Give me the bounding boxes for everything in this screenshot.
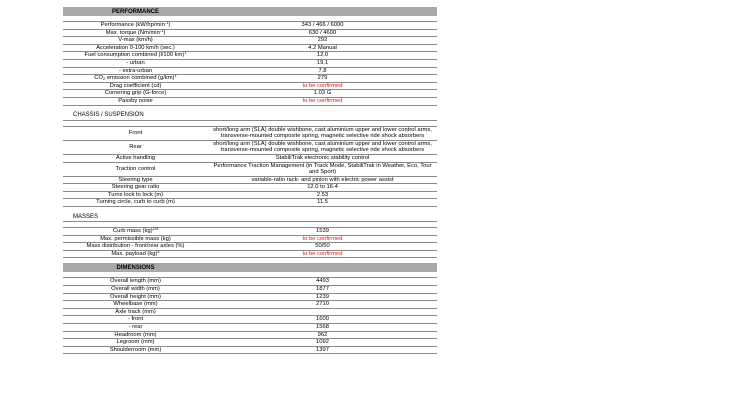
spec-value: 1397 xyxy=(316,346,329,353)
spec-value: 19.1 xyxy=(316,59,329,66)
spec-label: Active handling xyxy=(115,154,156,161)
spec-label: Wheelbase (mm) xyxy=(113,301,158,308)
spec-row xyxy=(63,52,437,60)
spec-label: V-max (km/h) xyxy=(118,37,153,44)
spec-label: Shoulderroom (mm) xyxy=(109,346,162,353)
spec-value: 1539 xyxy=(316,228,329,235)
spec-label: Overall width (mm) xyxy=(111,286,160,293)
spec-value: 343 / 466 / 6000 xyxy=(301,22,344,28)
spec-row xyxy=(63,75,437,83)
spec-value: 962 xyxy=(317,331,328,338)
spec-label: Mass distribution - front/rear axles (%) xyxy=(86,243,185,250)
spec-label: Steering gear ratio xyxy=(111,184,160,191)
spec-value: 11.5 xyxy=(317,199,328,206)
spec-value: to be confirmed xyxy=(302,82,343,89)
spec-row xyxy=(63,227,437,236)
performance-table xyxy=(63,21,437,106)
dimensions-header xyxy=(63,263,437,272)
spec-row xyxy=(63,192,437,200)
section-title: MASSES xyxy=(73,213,99,220)
section-title: PERFORMANCE xyxy=(111,8,159,15)
section-title: DIMENSIONS xyxy=(116,264,155,271)
spec-row xyxy=(63,21,437,30)
spec-row xyxy=(63,83,437,91)
spec-label: Overall height (mm) xyxy=(110,293,161,300)
spec-row xyxy=(63,316,437,324)
spec-label: Traction control xyxy=(115,165,156,172)
masses-header xyxy=(63,212,437,222)
spec-label: Legroom (mm) xyxy=(116,339,155,346)
spec-value: short/long arm (SLA) double wishbone, cast aluminium upper and lower control arms, transverse-mounted composite spring, magnetic selective ride shock absorbers xyxy=(213,140,432,154)
dimensions-table xyxy=(63,277,437,354)
spec-label: Overall length (mm) xyxy=(110,278,161,285)
spec-row xyxy=(63,324,437,332)
spec-value: short/long arm (SLA) double wishbone, cast aluminium upper and lower control arms, transverse-mounted composite spring, magnetic selective ride shock absorbers xyxy=(213,126,432,140)
spec-value: variable-ratio rack- and pinion with electric power assist xyxy=(251,176,394,183)
spec-label: Max. payload (kg)$^4$ xyxy=(111,248,160,257)
masses-table xyxy=(63,227,437,258)
spec-row xyxy=(63,294,437,302)
spec-row xyxy=(63,27,437,38)
spec-value: 630 / 4600 xyxy=(308,29,337,36)
spec-label: - front xyxy=(127,316,144,323)
spec-row xyxy=(63,332,437,340)
spec-label: - rear xyxy=(128,324,143,330)
performance-header xyxy=(63,7,437,16)
spec-sheet xyxy=(63,7,437,354)
spec-value: 2.53 xyxy=(316,191,329,198)
spec-value: StabiliTrak electronic stability control xyxy=(275,154,370,161)
spec-row xyxy=(63,37,437,45)
spec-row xyxy=(63,248,437,259)
spec-value: 1.03 G xyxy=(313,90,332,97)
spec-row xyxy=(63,236,437,244)
spec-row xyxy=(63,309,437,317)
spec-label: Drag coefficient (cd) xyxy=(109,82,162,89)
spec-row xyxy=(63,347,437,355)
spec-row xyxy=(63,163,437,177)
spec-value: 1600 xyxy=(316,316,329,323)
spec-row xyxy=(63,60,437,68)
spec-label: Fuel consumption combined (l/100 km)$^1$ xyxy=(84,50,187,59)
spec-row xyxy=(63,199,437,207)
spec-label: Axle track (mm) xyxy=(115,308,156,315)
section-title: CHASSIS / SUSPENSION xyxy=(73,112,144,119)
chassis-header xyxy=(63,111,437,121)
spec-value: to be confirmed xyxy=(302,235,343,242)
spec-row xyxy=(63,155,437,163)
spec-label: Passby noise xyxy=(118,97,153,104)
spec-row xyxy=(63,184,437,192)
spec-row xyxy=(63,90,437,98)
spec-row xyxy=(63,177,437,185)
spec-value: 7.8 xyxy=(318,67,327,74)
spec-value: 12.0 xyxy=(316,52,329,59)
spec-label: Headroom (mm) xyxy=(114,331,157,338)
spec-label: Turns lock to lock (m) xyxy=(107,191,164,198)
spec-label: - urban xyxy=(126,59,145,66)
spec-row xyxy=(63,243,437,251)
spec-row xyxy=(63,141,437,155)
spec-row xyxy=(63,98,437,106)
spec-label: Front xyxy=(128,129,143,136)
spec-row xyxy=(63,286,437,294)
spec-value: 1239 xyxy=(316,293,329,300)
spec-value: 12.0 to 16.4 xyxy=(307,184,338,191)
spec-value: 279 xyxy=(317,75,328,82)
spec-value: 1092 xyxy=(316,339,329,346)
spec-label: Rear xyxy=(129,144,142,151)
spec-value: 50/50 xyxy=(315,243,330,250)
spec-label: Curb mass (kg)$^{2/3}$ xyxy=(112,226,159,235)
spec-value: to be confirmed xyxy=(302,97,343,104)
spec-value: 292 xyxy=(317,37,328,44)
spec-value: 1568 xyxy=(316,324,329,330)
spec-label: Turning circle, curb to curb (m) xyxy=(96,199,175,206)
spec-label: - extra-urban xyxy=(118,67,153,74)
spec-label: Performance $(kW/hp/\min^{-1})$ xyxy=(100,20,171,28)
spec-row xyxy=(63,301,437,309)
spec-row xyxy=(63,277,437,286)
spec-value: 1877 xyxy=(316,286,329,293)
spec-value: Performance Traction Management (in Track Mode, StabiliTrak in Weather, Eco, Tour and Sport) xyxy=(213,162,432,176)
spec-label: Steering type xyxy=(118,176,153,183)
spec-row xyxy=(63,339,437,347)
spec-label: Max. permissible mass (kg) xyxy=(100,235,171,242)
spec-label: Acceleration 0-100 km/h (sec.) xyxy=(96,44,175,51)
spec-value: 4493 xyxy=(316,278,329,285)
chassis-table xyxy=(63,126,437,208)
spec-label: $CO_2$ emission combined $(g/km)^1$ xyxy=(94,73,177,82)
spec-label: Max. torque $(Nm/\min^{-1})$ xyxy=(105,27,166,36)
spec-row xyxy=(63,126,437,141)
spec-value: 4.2 Manual xyxy=(308,44,337,51)
spec-value: 2710 xyxy=(316,301,329,308)
spec-value: to be confirmed xyxy=(302,250,343,257)
spec-label: Cornering grip (G-force) xyxy=(104,90,167,97)
